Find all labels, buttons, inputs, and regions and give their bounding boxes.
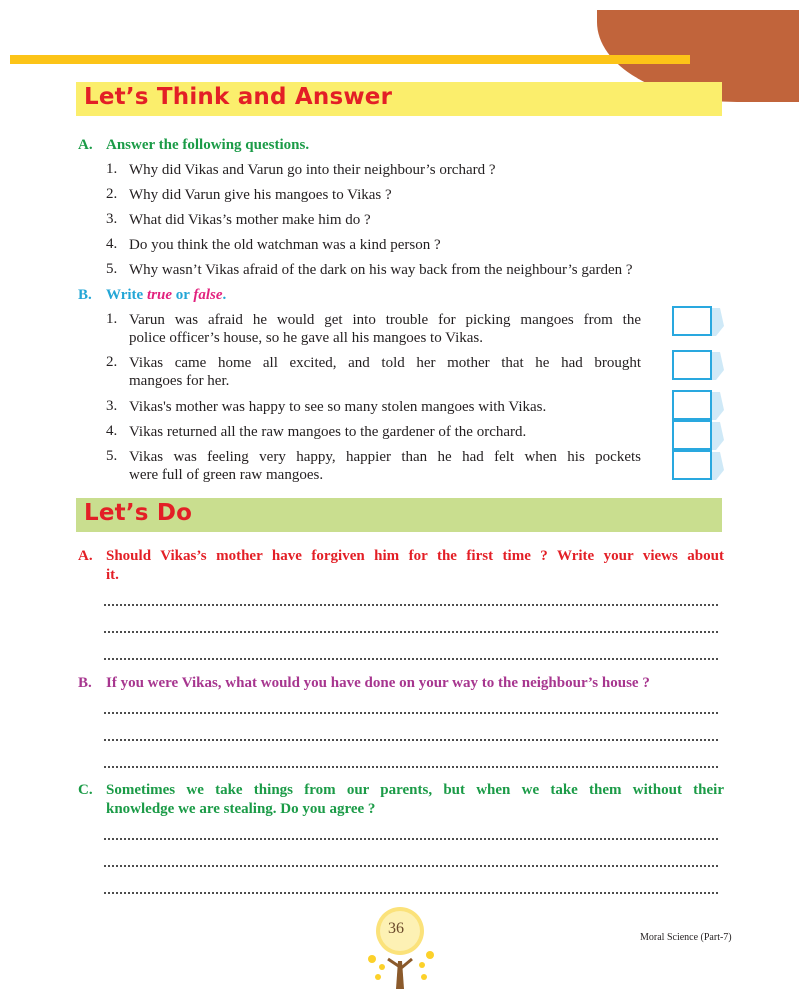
answer-line[interactable] bbox=[104, 838, 718, 840]
section-title: Let’s Do bbox=[84, 500, 193, 526]
answer-line[interactable] bbox=[104, 658, 718, 660]
part-a-heading: Answer the following questions. bbox=[106, 137, 310, 153]
do-a-letter: A. bbox=[78, 548, 93, 564]
statement-number: 2. bbox=[106, 354, 118, 370]
question-number: 3. bbox=[106, 211, 118, 227]
statement-line: Vikas came home all excited, and told her mother that he had brought bbox=[129, 355, 641, 371]
heading-write: Write bbox=[106, 287, 144, 303]
answer-line[interactable] bbox=[104, 739, 718, 741]
heading-true: true bbox=[146, 287, 172, 303]
statement-line: police officer’s house, so he gave all his mangoes to Vikas. bbox=[129, 330, 484, 346]
statement-line: mangoes for her. bbox=[129, 373, 230, 389]
question-number: 4. bbox=[106, 236, 118, 252]
answer-box[interactable] bbox=[673, 351, 724, 380]
top-stripe bbox=[10, 55, 690, 64]
section-title: Let’s Think and Answer bbox=[84, 84, 393, 110]
question-text: Why wasn’t Vikas afraid of the dark on his way back from the neighbour’s garden ? bbox=[129, 262, 633, 278]
answer-box[interactable] bbox=[673, 307, 724, 336]
do-a-question-line: Should Vikas’s mother have forgiven him for the first time ? Write your views about bbox=[106, 548, 724, 564]
statement-number: 4. bbox=[106, 423, 118, 439]
answer-box[interactable] bbox=[673, 421, 724, 450]
statement-line: Varun was afraid he would get into trouble for picking mangoes from the bbox=[129, 312, 641, 328]
do-c-letter: C. bbox=[78, 782, 93, 798]
section-banner-lets-do bbox=[76, 498, 722, 532]
question-number: 5. bbox=[106, 261, 118, 277]
answer-boxes bbox=[670, 304, 726, 490]
do-c-question-line: Sometimes we take things from our parents, but when we take them without their bbox=[106, 782, 724, 798]
statement-line: Vikas was feeling very happy, happier than he had felt when his pockets bbox=[129, 449, 641, 465]
do-b-letter: B. bbox=[78, 675, 92, 691]
heading-period: . bbox=[222, 287, 227, 303]
answer-line[interactable] bbox=[104, 712, 718, 714]
question-text: Why did Vikas and Varun go into their neighbour’s orchard ? bbox=[129, 162, 496, 178]
part-b-letter: B. bbox=[78, 287, 92, 303]
do-c-question-line: knowledge we are stealing. Do you agree ? bbox=[106, 801, 376, 817]
statement-line: Vikas's mother was happy to see so many stolen mangoes with Vikas. bbox=[129, 399, 547, 415]
heading-or: or bbox=[175, 287, 190, 303]
section-banner-think-answer bbox=[76, 82, 722, 116]
answer-line[interactable] bbox=[104, 766, 718, 768]
book-title: Moral Science (Part-7) bbox=[640, 932, 732, 943]
statement-number: 3. bbox=[106, 398, 118, 414]
part-a-letter: A. bbox=[78, 137, 93, 153]
answer-box[interactable] bbox=[673, 451, 724, 480]
answer-line[interactable] bbox=[104, 892, 718, 894]
part-b-heading bbox=[106, 287, 226, 304]
question-text: What did Vikas’s mother make him do ? bbox=[129, 212, 371, 228]
heading-false: false bbox=[193, 287, 223, 303]
answer-line[interactable] bbox=[104, 631, 718, 633]
question-number: 2. bbox=[106, 186, 118, 202]
page-number: 36 bbox=[388, 920, 404, 937]
answer-box[interactable] bbox=[673, 391, 724, 420]
do-a-question-line: it. bbox=[106, 567, 119, 583]
do-b-question-line: If you were Vikas, what would you have done on your way to the neighbour’s house ? bbox=[106, 675, 650, 691]
question-text: Do you think the old watchman was a kind person ? bbox=[129, 237, 441, 253]
page-emblem-icon bbox=[360, 905, 440, 997]
answer-line[interactable] bbox=[104, 604, 718, 606]
statement-line: were full of green raw mangoes. bbox=[129, 467, 324, 483]
answer-line[interactable] bbox=[104, 865, 718, 867]
statement-number: 1. bbox=[106, 311, 118, 327]
statement-line: Vikas returned all the raw mangoes to the gardener of the orchard. bbox=[129, 424, 527, 440]
question-text: Why did Varun give his mangoes to Vikas ? bbox=[129, 187, 392, 203]
statement-number: 5. bbox=[106, 448, 118, 464]
question-number: 1. bbox=[106, 161, 118, 177]
